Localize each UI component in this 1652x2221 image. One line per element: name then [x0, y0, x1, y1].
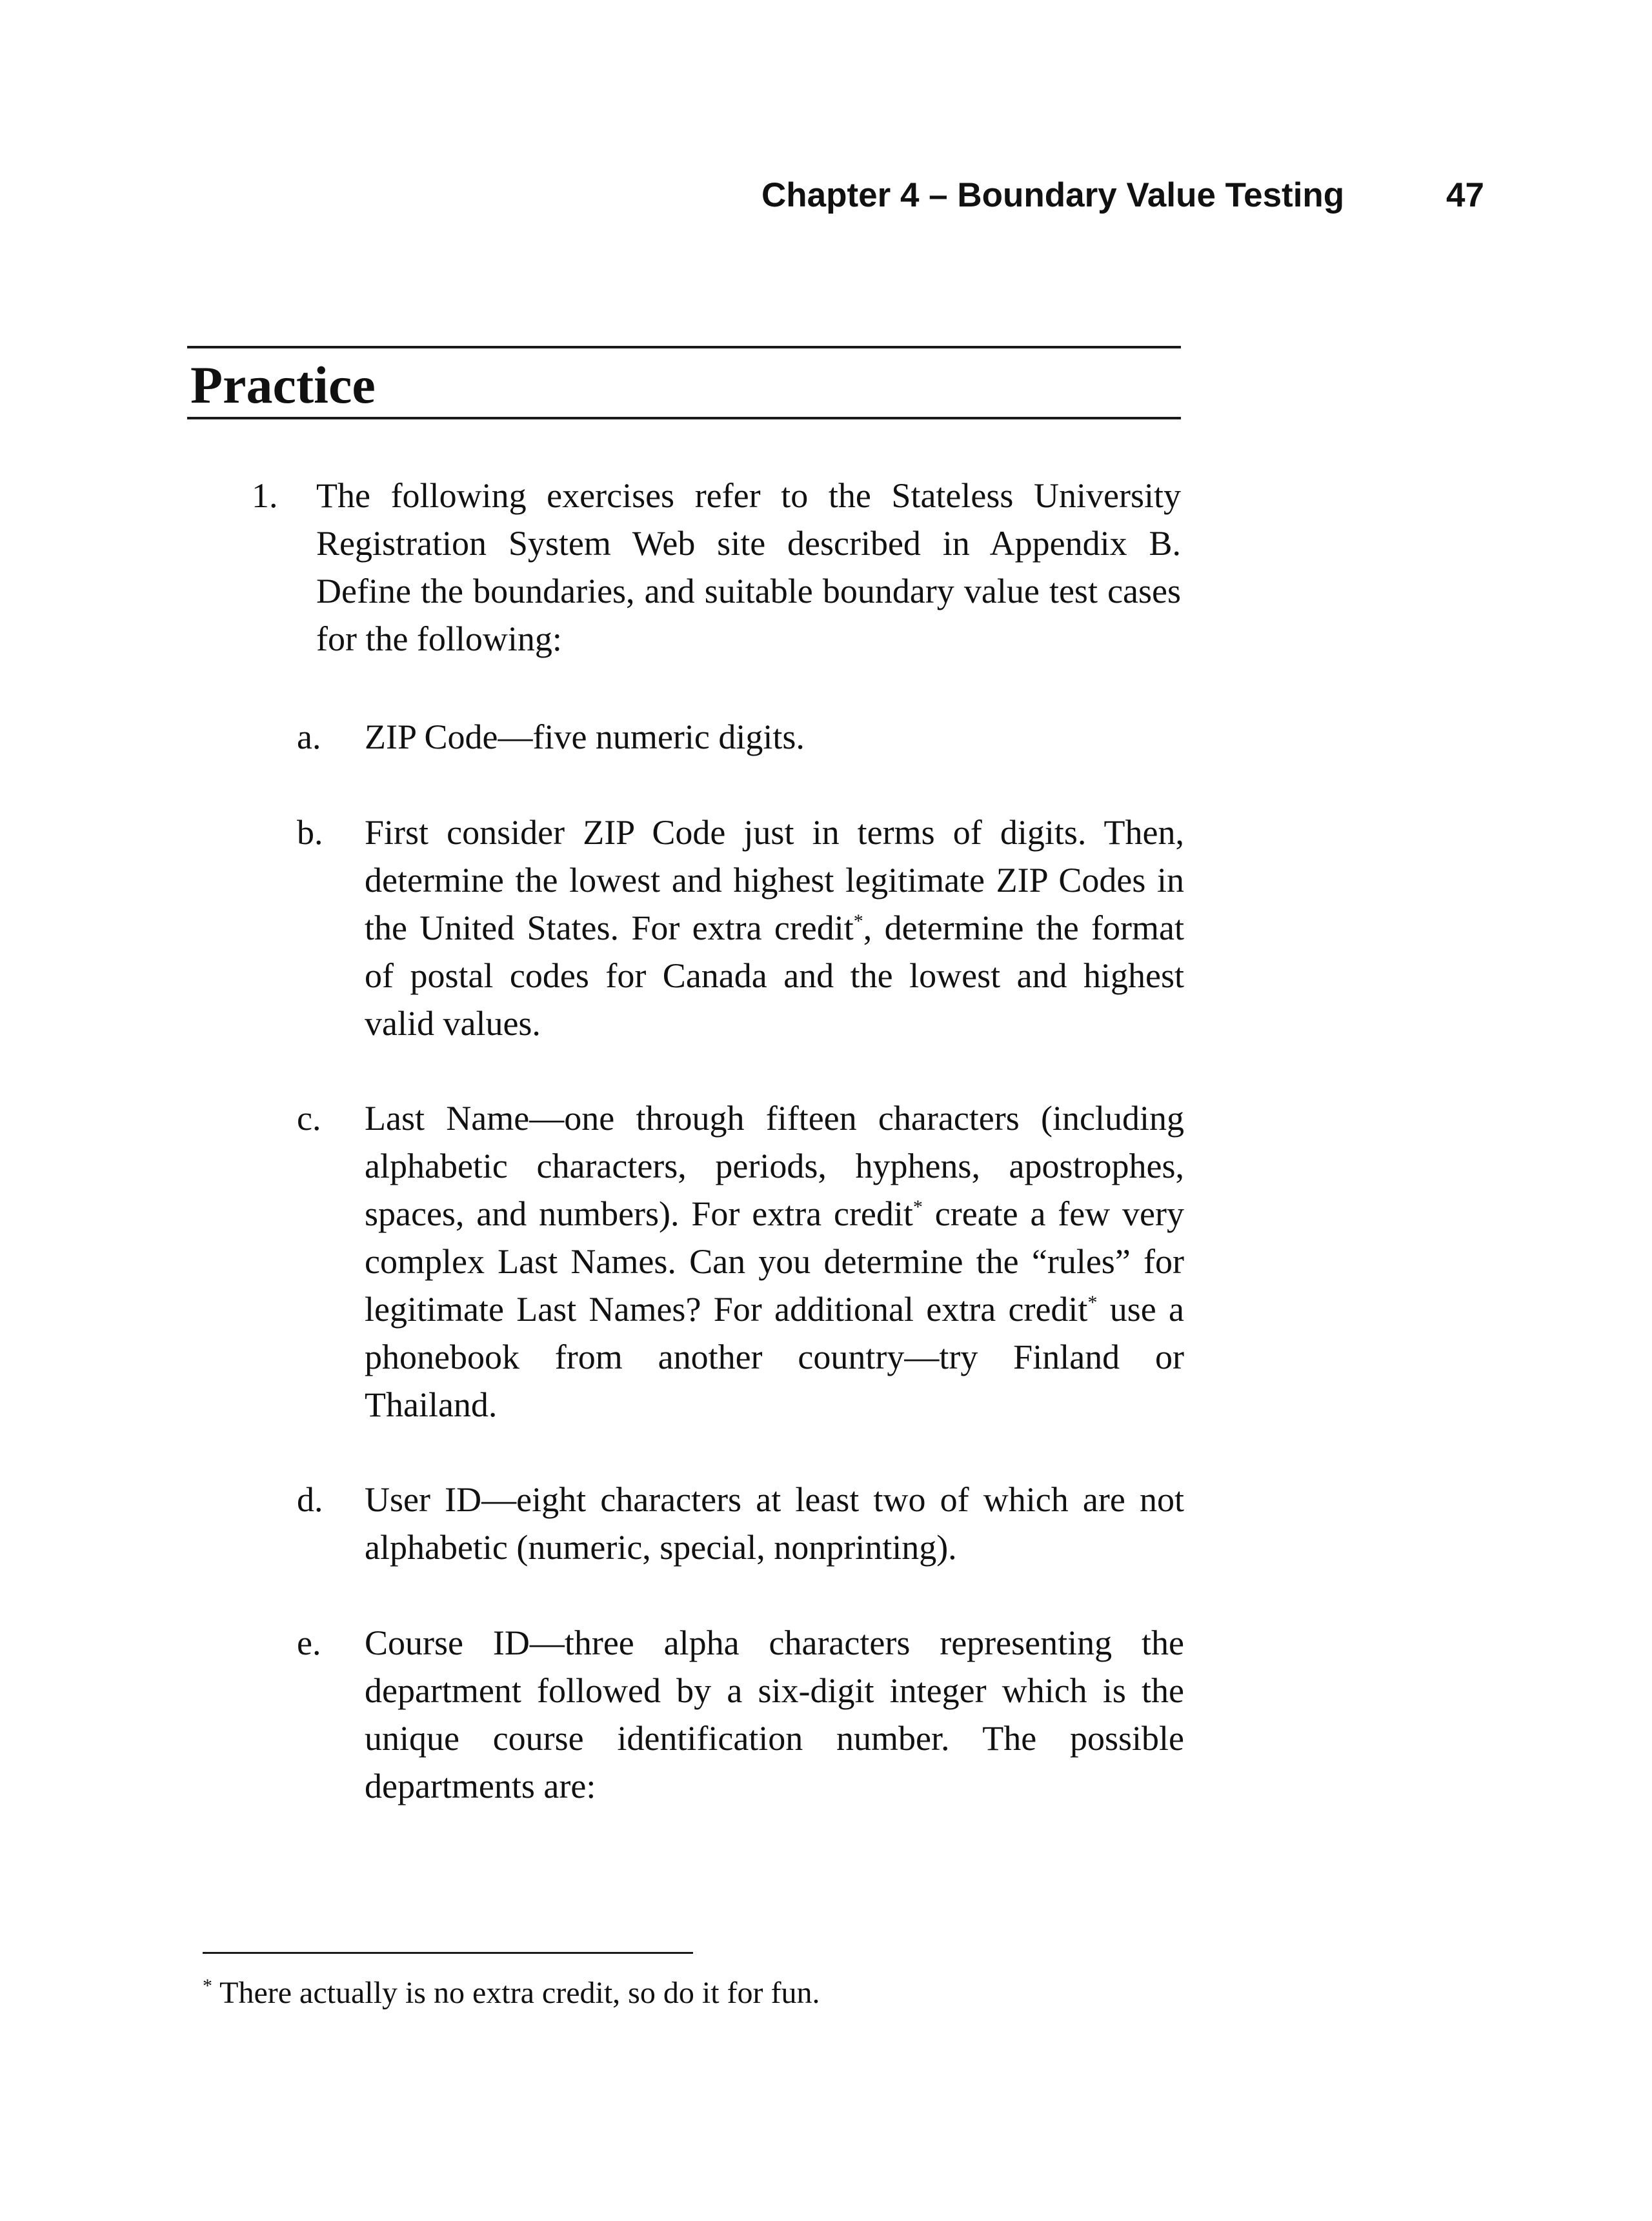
footnote-ref: *	[1087, 1292, 1098, 1313]
chapter-title: Chapter 4 – Boundary Value Testing	[761, 176, 1345, 214]
exercise-intro: The following exercises refer to the Stateless University Registration System Web site described in Appendix B. Define the boundaries, and suitable boundary value test cases for the following:	[316, 476, 1181, 658]
section-rule-bottom	[187, 417, 1181, 419]
running-header	[761, 173, 1484, 218]
item-text: Course ID—three alpha characters representing the department followed by a six-digit integer which is the unique course identification number. The possible departments are:	[365, 1623, 1184, 1805]
item-text	[365, 809, 1184, 1047]
item-marker: a.	[297, 718, 321, 756]
item-marker: c.	[297, 1099, 321, 1138]
footnote-rule	[203, 1952, 693, 1954]
item-text: User ID—eight characters at least two of which are not alphabetic (numeric, special, nonprinting).	[365, 1480, 1184, 1567]
section-rule-top	[187, 346, 1181, 348]
footnote-ref: *	[853, 910, 863, 932]
item-marker: d.	[297, 1480, 323, 1519]
item-text-part: , determine the format of postal codes for Canada and the lowest and highest valid values.	[365, 909, 1184, 1043]
item-marker: b.	[297, 813, 323, 852]
footnote-symbol: *	[203, 1975, 212, 1996]
item-text-part: use a phonebook from another country—try Finland or Thailand.	[365, 1290, 1184, 1424]
section-title: Practice	[190, 356, 376, 414]
footnote	[203, 1973, 1235, 2013]
page-number: 47	[1446, 176, 1484, 214]
item-text-part: Last Name—one through fifteen characters (including alphabetic characters, periods, hyphens, apostrophes, spaces, and numbers). For extra credit	[365, 1099, 1184, 1233]
item-text-part: First consider ZIP Code just in terms of digits. Then, determine the lowest and highest legitimate ZIP Codes in the United States. For extra credit	[365, 813, 1184, 947]
item-marker: e.	[297, 1623, 321, 1662]
item-text	[365, 1094, 1184, 1429]
footnote-ref: *	[912, 1196, 923, 1218]
exercise-number: 1.	[252, 476, 278, 515]
item-text-part: create a few very complex Last Names. Can you determine the “rules” for legitimate Last Names? For additional extra credit	[365, 1194, 1184, 1329]
footnote-text: There actually is no extra credit, so do it for fun.	[212, 1976, 820, 2010]
item-text: ZIP Code—five numeric digits.	[365, 718, 805, 756]
